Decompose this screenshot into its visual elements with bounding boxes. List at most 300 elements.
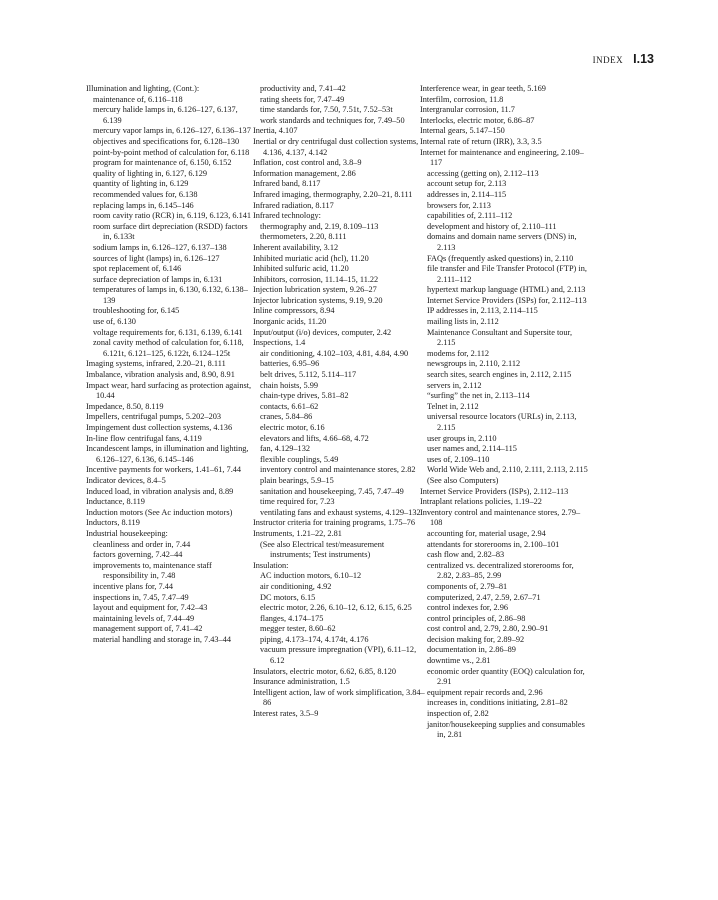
index-entry-text: room cavity ratio (RCR) in, 6.119, 6.123, 6.141 (93, 211, 252, 221)
index-subentry (253, 370, 425, 381)
index-entry-text: servers in, 2.112 (427, 380, 482, 390)
index-entry-text: control principles of, 2.86–98 (427, 613, 526, 623)
index-subentry (420, 476, 592, 487)
index-subentry (86, 338, 258, 359)
index-entry-text: time standards for, 7.50, 7.51t, 7.52–53t (260, 105, 393, 115)
index-entry-text: hypertext markup language (HTML) and, 2.113 (427, 285, 586, 295)
index-entry-text: replacing lamps in, 6.145–146 (93, 200, 194, 210)
index-entry-text: Indicator devices, 8.4–5 (86, 475, 166, 485)
index-entry-text: chain-type drives, 5.81–82 (260, 391, 349, 401)
index-subentry (253, 359, 425, 370)
index-entry-text: electric motor, 6.16 (260, 423, 325, 432)
index-entry-text: flanges, 4.174–175 (260, 613, 324, 623)
index-subentry (420, 328, 592, 349)
index-entry (420, 487, 592, 498)
index-entry-text: Impellers, centrifugal pumps, 5.202–203 (86, 412, 222, 422)
index-subentry (253, 116, 425, 127)
index-subentry (86, 158, 258, 169)
index-entry-text: objectives and specifications for, 6.128–130 (93, 136, 240, 146)
index-entry-text: Imbalance, vibration analysis and, 8.90, 8.91 (86, 370, 235, 380)
index-entry (253, 529, 425, 540)
index-entry-text: Incentive payments for workers, 1.41–61, 7.44 (86, 465, 242, 475)
index-subentry (420, 603, 592, 614)
index-entry-text: Inflation, cost control and, 3.8–9 (253, 158, 362, 168)
index-entry-text: point-by-point method of calculation for, 6.118 (93, 147, 250, 157)
index-entry-text: economic order quantity (EOQ) calculation for, 2.91 (427, 666, 585, 687)
index-entry (420, 137, 592, 148)
index-subentry (420, 391, 592, 402)
index-entry-text: elevators and lifts, 4.66–68, 4.72 (260, 433, 369, 443)
index-entry (86, 497, 258, 508)
index-entry (253, 158, 425, 169)
index-subentry (253, 349, 425, 360)
index-entry-text: Intergranular corrosion, 11.7 (420, 105, 515, 115)
index-entry-text: decision making for, 2.89–92 (427, 634, 525, 644)
index-subentry (420, 645, 592, 656)
index-entry-text: cranes, 5.84–86 (260, 412, 313, 422)
index-entry (253, 190, 425, 201)
index-entry-text: Internal rate of return (IRR), 3.3, 3.5 (420, 136, 542, 146)
index-entry (86, 381, 258, 402)
index-subentry (253, 465, 425, 476)
index-entry (86, 402, 258, 413)
index-subentry (253, 105, 425, 116)
index-subentry (86, 222, 258, 243)
index-entry-text: megger tester, 8.60–62 (260, 624, 336, 634)
index-subentry (86, 285, 258, 306)
index-entry-text: Illumination and lighting, (Cont.): (86, 84, 200, 93)
index-subentry (253, 423, 425, 434)
index-entry-text: Maintenance Consultant and Supersite tour, 2.115 (427, 327, 573, 348)
index-subentry (253, 412, 425, 423)
index-entry-text: contacts, 6.61–62 (260, 401, 319, 411)
index-entry (86, 487, 258, 498)
index-subentry (86, 169, 258, 180)
index-subentry (420, 306, 592, 317)
index-subentry (86, 624, 258, 635)
index-subentry (420, 540, 592, 551)
index-subentry (86, 582, 258, 593)
index-entry-text: troubleshooting for, 6.145 (93, 306, 180, 316)
index-subentry (420, 550, 592, 561)
index-entry-text: accounting for, material usage, 2.94 (427, 528, 546, 538)
index-subentry (86, 243, 258, 254)
index-entry-text: Infrared radiation, 8.117 (253, 200, 334, 210)
index-subentry (420, 232, 592, 253)
index-subentry (253, 391, 425, 402)
index-entry-text: “surfing” the net in, 2.113–114 (427, 391, 530, 401)
index-subentry (253, 444, 425, 455)
index-subentry (253, 571, 425, 582)
index-entry-text: ventilating fans and exhaust systems, 4.129–132 (260, 507, 421, 517)
index-entry-text: Injection lubrication system, 9.26–27 (253, 285, 377, 295)
index-entry-text: Inhibited sulfuric acid, 11.20 (253, 264, 349, 274)
index-entry-text: belt drives, 5.112, 5.114–117 (260, 370, 357, 380)
index-entry-text: addresses in, 2.114–115 (427, 189, 507, 199)
index-subentry (420, 349, 592, 360)
index-subentry (420, 561, 592, 582)
index-entry-text: Intraplant relations policies, 1.19–22 (420, 497, 542, 507)
index-subentry (253, 95, 425, 106)
index-entry-text: AC induction motors, 6.10–12 (260, 571, 362, 581)
index-entry-text: Interest rates, 3.5–9 (253, 709, 319, 719)
index-subentry (420, 296, 592, 307)
index-entry (253, 296, 425, 307)
index-entry-text: user groups in, 2.110 (427, 433, 497, 443)
index-entry-text: Interlocks, electric motor, 6.86–87 (420, 115, 535, 125)
index-subentry (420, 688, 592, 699)
index-entry-text: Impedance, 8.50, 8.119 (86, 401, 164, 411)
index-subentry (420, 656, 592, 667)
index-subentry (86, 561, 258, 582)
index-entry-text: Intelligent action, law of work simplification, 3.84–86 (253, 687, 425, 708)
index-entry (420, 497, 592, 508)
index-subentry (253, 84, 425, 95)
index-subentry (420, 402, 592, 413)
index-entry-text: sodium lamps in, 6.126–127, 6.137–138 (93, 242, 227, 252)
index-subentry (420, 190, 592, 201)
index-entry-text: time required for, 7.23 (260, 497, 335, 507)
index-subentry (86, 317, 258, 328)
index-entry-text: Internet Service Providers (ISPs), 2.112–113 (420, 486, 569, 496)
index-entry (253, 518, 425, 529)
index-subentry (86, 614, 258, 625)
index-subentry (420, 444, 592, 455)
index-subentry (86, 603, 258, 614)
index-subentry (420, 169, 592, 180)
index-entry-text: sources of light (lamps) in, 6.126–127 (93, 253, 220, 263)
index-subentry (420, 720, 592, 741)
index-entry (253, 275, 425, 286)
index-subentry (420, 582, 592, 593)
index-entry (420, 84, 592, 95)
index-subentry (253, 402, 425, 413)
index-entry-text: quantity of lighting in, 6.129 (93, 179, 189, 189)
index-entry (253, 243, 425, 254)
index-entry-text: Infrared band, 8.117 (253, 179, 321, 189)
index-entry-text: maintaining levels of, 7.44–49 (93, 613, 195, 623)
index-entry-text: Inhibitors, corrosion, 11.14–15, 11.22 (253, 274, 379, 284)
index-entry-text: universal resource locators (URLs) in, 2.113, 2.115 (427, 412, 577, 432)
index-entry-text: mercury vapor lamps in, 6.126–127, 6.136–137 (93, 126, 251, 136)
index-entry (253, 667, 425, 678)
index-entry-text: cost control and, 2.79, 2.80, 2.90–91 (427, 624, 549, 634)
index-subentry (86, 179, 258, 190)
index-entry (253, 306, 425, 317)
index-entry-text: Insulators, electric motor, 6.62, 6.85, 8.120 (253, 666, 396, 676)
index-entry-text: inventory control and maintenance stores, 2.82 (260, 465, 416, 475)
index-entry-text: Inline compressors, 8.94 (253, 306, 335, 316)
index-entry-text: air conditioning, 4.102–103, 4.81, 4.84, 4.90 (260, 348, 409, 358)
index-entry-text: cash flow and, 2.82–83 (427, 550, 505, 560)
index-subentry (420, 614, 592, 625)
index-entry (253, 137, 425, 158)
index-entry-text: file transfer and File Transfer Protocol (FTP) in, 2.111–112 (427, 264, 587, 284)
index-entry-text: air conditioning, 4.92 (260, 581, 332, 591)
index-entry (86, 84, 258, 95)
index-entry-text: Internet Service Providers (ISPs) for, 2.112–113 (427, 295, 587, 305)
index-entry-text: equipment repair records and, 2.96 (427, 687, 543, 697)
index-entry-text: room surface dirt depreciation (RSDD) factors in, 6.133t (93, 221, 248, 242)
index-entry-text: development and history of, 2.110–111 (427, 221, 557, 231)
index-subentry (420, 381, 592, 392)
index-entry-text: Inertial or dry centrifugal dust collection systems, 4.136, 4.137, 4.142 (253, 136, 419, 157)
index-entry-text: spot replacement of, 6.146 (93, 264, 182, 274)
index-entry (253, 688, 425, 709)
index-subentry (253, 508, 425, 519)
index-subentry (253, 497, 425, 508)
index-entry-text: Input/output (i/o) devices, computer, 2.42 (253, 327, 392, 337)
index-entry-text: Inductors, 8.119 (86, 518, 140, 528)
index-subentry (253, 645, 425, 666)
index-entry-text: rating sheets for, 7.47–49 (260, 94, 345, 104)
index-subentry (86, 275, 258, 286)
index-subentry (420, 211, 592, 222)
index-subentry (253, 582, 425, 593)
index-subentry (86, 211, 258, 222)
index-entry-text: layout and equipment for, 7.42–43 (93, 603, 208, 613)
index-entry-text: Impact wear, hard surfacing as protection against, 10.44 (86, 380, 252, 401)
index-subentry (86, 550, 258, 561)
index-subentry (86, 264, 258, 275)
index-entry-text: mercury halide lamps in, 6.126–127, 6.137, 6.139 (93, 105, 238, 125)
index-entry-text: increases in, conditions initiating, 2.81–82 (427, 698, 568, 708)
index-entry-text: Induced load, in vibration analysis and, 8.89 (86, 486, 234, 496)
index-subentry (253, 603, 425, 614)
index-entry-text: Insulation: (253, 560, 289, 570)
index-entry-text: Impingement dust collection systems, 4.136 (86, 423, 233, 432)
index-entry (253, 561, 425, 572)
index-entry-text: IP addresses in, 2.113, 2.114–115 (427, 306, 538, 316)
index-subentry (86, 105, 258, 126)
index-entry (253, 254, 425, 265)
index-entry-text: components of, 2.79–81 (427, 581, 508, 591)
index-entry-text: Internet for maintenance and engineering, 2.109–117 (420, 147, 584, 168)
index-entry-text: capabilities of, 2.111–112 (427, 211, 513, 221)
index-entry (420, 95, 592, 106)
index-entry (86, 508, 258, 519)
index-entry-text: Inhibited muriatic acid (hcl), 11.20 (253, 253, 369, 263)
index-entry-text: Inorganic acids, 11.20 (253, 317, 327, 327)
index-entry-text: documentation in, 2.86–89 (427, 645, 516, 655)
index-entry (420, 148, 592, 169)
index-entry-text: improvements to, maintenance staff responsibility in, 7.48 (93, 560, 212, 581)
index-entry-text: In-line flow centrifugal fans, 4.119 (86, 433, 202, 443)
index-subentry (253, 593, 425, 604)
index-entry-text: work standards and techniques for, 7.49–50 (260, 115, 405, 125)
running-head-section: INDEX (592, 55, 624, 65)
page-header (593, 52, 654, 66)
index-entry (86, 465, 258, 476)
index-entry-text: centralized vs. decentralized storerooms for, 2.82, 2.83–85, 2.99 (427, 560, 574, 581)
index-entry-text: Instruments, 1.21–22, 2.81 (253, 528, 342, 538)
index-entry-text: piping, 4.173–174, 4.174t, 4.176 (260, 634, 369, 644)
index-subentry (86, 201, 258, 212)
index-subentry (86, 254, 258, 265)
index-subentry (253, 222, 425, 233)
index-subentry (253, 487, 425, 498)
index-subentry (420, 465, 592, 476)
index-subentry (420, 264, 592, 285)
index-subentry (253, 540, 425, 561)
index-subentry (253, 614, 425, 625)
index-entry-text: Inventory control and maintenance stores, 2.79–108 (420, 507, 581, 528)
index-entry-text: domains and domain name servers (DNS) in, 2.113 (427, 232, 577, 252)
index-subentry (420, 359, 592, 370)
index-subentry (86, 190, 258, 201)
index-subentry (253, 434, 425, 445)
index-entry-text: Inductance, 8.119 (86, 497, 145, 507)
index-entry (253, 285, 425, 296)
index-subentry (86, 148, 258, 159)
index-entry-text: quality of lighting in, 6.127, 6.129 (93, 168, 208, 178)
index-entry-text: material handling and storage in, 7.43–44 (93, 634, 232, 644)
index-subentry (420, 635, 592, 646)
index-subentry (420, 412, 592, 433)
index-entry-text: Imaging systems, infrared, 2.20–21, 8.111 (86, 359, 226, 369)
index-subentry (420, 179, 592, 190)
index-entry-text: Interfilm, corrosion, 11.8 (420, 94, 504, 104)
index-entry (86, 359, 258, 370)
index-entry-text: batteries, 6.95–96 (260, 359, 320, 369)
index-entry (86, 476, 258, 487)
index-entry-text: electric motor, 2.26, 6.10–12, 6.12, 6.15, 6.25 (260, 603, 412, 613)
index-subentry (86, 95, 258, 106)
index-subentry (420, 254, 592, 265)
index-entry-text: use of, 6.130 (93, 317, 136, 327)
index-entry-text: Induction motors (See Ac induction motors) (86, 507, 233, 517)
index-subentry (253, 476, 425, 487)
index-entry-text: recommended values for, 6.138 (93, 189, 198, 199)
index-entry-text: control indexes for, 2.96 (427, 603, 509, 613)
index-entry (253, 201, 425, 212)
index-subentry (253, 635, 425, 646)
index-subentry (420, 370, 592, 381)
index-entry-text: fan, 4.129–132 (260, 444, 311, 454)
index-entry-text: attendants for storerooms in, 2.100–101 (427, 539, 560, 549)
index-entry (253, 677, 425, 688)
index-subentry (420, 593, 592, 604)
index-entry-text: voltage requirements for, 6.131, 6.139, 6.141 (93, 327, 243, 337)
index-subentry (420, 317, 592, 328)
index-entry-text: mailing lists in, 2.112 (427, 317, 499, 327)
index-entry-text: search sites, search engines in, 2.112, 2.115 (427, 370, 572, 380)
index-entry-text: computerized, 2.47, 2.59, 2.67–71 (427, 592, 541, 602)
index-entry (253, 338, 425, 349)
index-entry (253, 264, 425, 275)
index-entry (86, 518, 258, 529)
index-entry-text: World Wide Web and, 2.110, 2.111, 2.113, 2.115 (427, 465, 588, 475)
index-entry-text: Inherent availability, 3.12 (253, 242, 339, 252)
index-subentry (253, 624, 425, 635)
index-entry-text: productivity and, 7.41–42 (260, 84, 346, 93)
index-entry (253, 179, 425, 190)
index-entry (253, 169, 425, 180)
index-entry-text: Infrared imaging, thermography, 2.20–21, 8.111 (253, 189, 413, 199)
index-subentry (253, 232, 425, 243)
index-subentry (86, 593, 258, 604)
index-entry-text: newsgroups in, 2.110, 2.112 (427, 359, 521, 369)
index-entry-text: factors governing, 7.42–44 (93, 550, 183, 560)
index-subentry (86, 328, 258, 339)
index-subentry (86, 540, 258, 551)
index-entry-text: management support of, 7.41–42 (93, 624, 203, 634)
index-entry-text: cleanliness and order in, 7.44 (93, 539, 191, 549)
index-entry-text: plain bearings, 5.9–15 (260, 475, 334, 485)
index-entry (253, 317, 425, 328)
index-subentry (420, 709, 592, 720)
index-entry-text: downtime vs., 2.81 (427, 656, 491, 666)
index-entry-text: Infrared technology: (253, 211, 321, 221)
index-entry-text: (See also Computers) (427, 475, 499, 485)
index-subentry (86, 137, 258, 148)
index-entry-text: incentive plans for, 7.44 (93, 581, 174, 591)
index-column-3 (420, 84, 592, 741)
index-entry-text: Inspections, 1.4 (253, 338, 306, 348)
index-subentry (420, 529, 592, 540)
index-entry (253, 211, 425, 222)
index-subentry (86, 306, 258, 317)
index-entry-text: program for maintenance of, 6.150, 6.152 (93, 158, 232, 168)
index-subentry (420, 698, 592, 709)
index-entry-text: inspection of, 2.82 (427, 709, 489, 719)
index-subentry (420, 201, 592, 212)
index-entry-text: Internal gears, 5.147–150 (420, 126, 505, 136)
index-column-2 (253, 84, 425, 720)
index-entry-text: (See also Electrical test/measurement instruments; Test instruments) (260, 539, 385, 560)
index-entry-text: Telnet in, 2.112 (427, 401, 479, 411)
index-entry (86, 412, 258, 423)
index-entry-text: temperatures of lamps in, 6.130, 6.132, 6.138–139 (93, 285, 248, 305)
index-entry-text: vacuum pressure impregnation (VPI), 6.11–12, 6.12 (260, 645, 417, 666)
index-entry-text: Insurance administration, 1.5 (253, 677, 350, 687)
index-entry (86, 434, 258, 445)
index-entry-text: accessing (getting on), 2.112–113 (427, 168, 539, 178)
index-subentry (420, 222, 592, 233)
index-subentry (420, 285, 592, 296)
index-entry-text: flexible couplings, 5.49 (260, 454, 339, 464)
index-entry-text: maintenance of, 6.116–118 (93, 94, 183, 104)
index-subentry (86, 126, 258, 137)
index-entry-text: Injector lubrication systems, 9.19, 9.20 (253, 295, 383, 305)
index-entry-text: zonal cavity method of calculation for, 6.118, 6.121t, 6.121–125, 6.122t, 6.124–125t (93, 338, 244, 358)
index-subentry (420, 455, 592, 466)
index-entry-text: inspections in, 7.45, 7.47–49 (93, 592, 189, 602)
index-entry-text: surface depreciation of lamps in, 6.131 (93, 274, 223, 284)
index-entry-text: browsers for, 2.113 (427, 200, 491, 210)
index-entry (253, 328, 425, 339)
index-entry-text: Industrial housekeeping: (86, 528, 168, 538)
index-entry (253, 709, 425, 720)
index-entry-text: user names and, 2.114–115 (427, 444, 517, 454)
index-entry-text: Incandescent lamps, in illumination and lighting, 6.126–127, 6.136, 6.145–146 (86, 444, 249, 464)
index-column-1 (86, 84, 258, 645)
index-entry-text: chain hoists, 5.99 (260, 380, 319, 390)
index-entry (253, 126, 425, 137)
index-entry (86, 423, 258, 434)
index-entry-text: Instructor criteria for training programs, 1.75–76 (253, 518, 415, 528)
index-entry (86, 444, 258, 465)
index-entry-text: account setup for, 2.113 (427, 179, 507, 189)
index-entry (420, 105, 592, 116)
index-entry (86, 529, 258, 540)
index-entry-text: Inertia, 4.107 (253, 126, 298, 136)
index-subentry (253, 381, 425, 392)
index-subentry (420, 667, 592, 688)
index-subentry (420, 624, 592, 635)
index-entry (420, 508, 592, 529)
index-entry-text: janitor/housekeeping supplies and consumables in, 2.81 (427, 719, 585, 740)
